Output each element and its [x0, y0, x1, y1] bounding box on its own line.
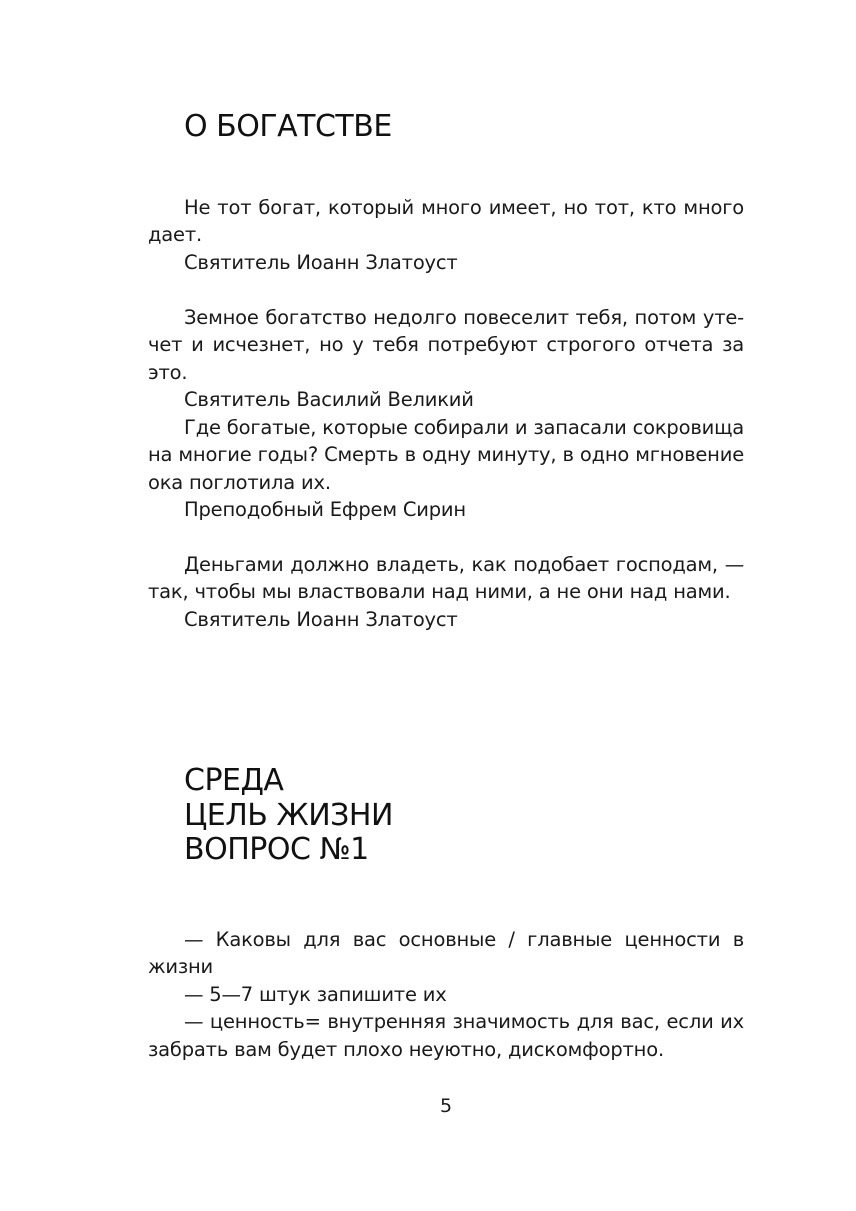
quote-text: Земное богатство недолго повеселит тебя, потом уте-чет и исчезнет, но у тебя потребуют строгого отчета за это.: [148, 306, 744, 384]
list-item: — 5—7 штук запишите их: [184, 982, 447, 1006]
quote-author: Святитель Иоанн Златоуст: [184, 607, 458, 631]
quote-block: [148, 551, 744, 633]
heading-line-question: ВОПРОС №1: [184, 832, 369, 867]
list-item: — Каковы для вас основные / главные ценности в жизни: [148, 928, 744, 979]
quote-text: Деньгами должно владеть, как подобает господам, — так, чтобы мы властвовали над ними, а не они над нами.: [148, 553, 744, 604]
quote-block: [148, 304, 744, 414]
quote-block: [148, 194, 744, 276]
list-item: — ценность= внутренняя значимость для вас, если их забрать вам будет плохо неуютно, дискомфортно.: [148, 1010, 744, 1061]
quote-author: Преподобный Ефрем Сирин: [184, 498, 466, 522]
quote-author: Святитель Василий Великий: [184, 388, 474, 412]
heading-line-day: СРЕДА: [184, 763, 284, 798]
section-heading: [184, 764, 393, 868]
quote-author: Святитель Иоанн Златоуст: [184, 250, 458, 274]
book-page: [148, 0, 744, 1211]
page-number: 5: [439, 1095, 453, 1117]
section-title: О БОГАТСТВЕ: [184, 109, 392, 144]
quote-text: Где богатые, которые собирали и запасали сокровища на многие годы? Смерть в одну минуту, в одно мгновение ока поглотила их.: [148, 416, 744, 494]
heading-line-topic: ЦЕЛЬ ЖИЗНИ: [184, 797, 393, 833]
quote-block: [148, 414, 744, 524]
quote-text: Не тот богат, который много имеет, но тот, кто много дает.: [148, 196, 744, 247]
question-list: [148, 926, 744, 1063]
